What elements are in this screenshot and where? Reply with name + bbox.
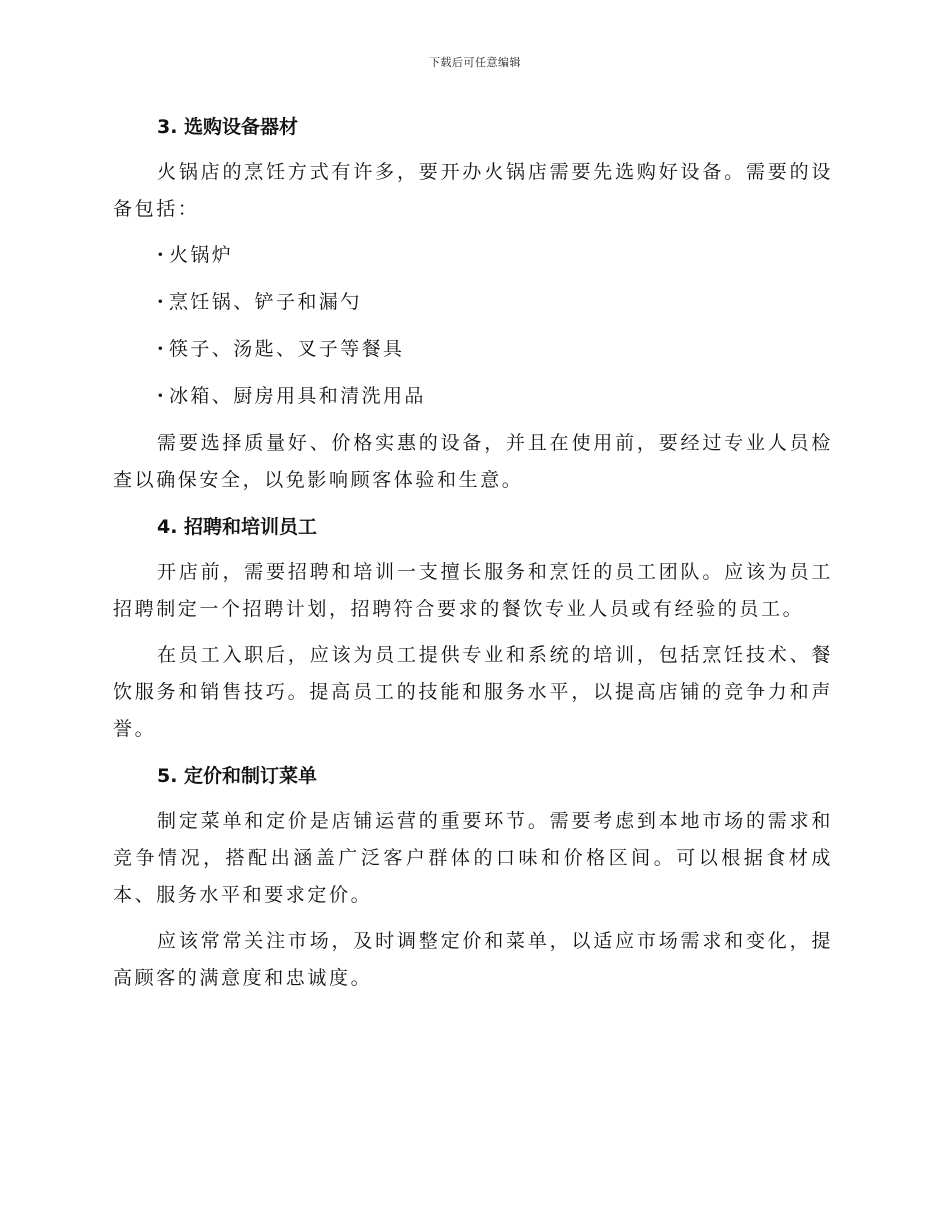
list-item-text: 烹饪锅、铲子和漏勺 <box>169 291 362 313</box>
section-5-paragraph-1: 制定菜单和定价是店铺运营的重要环节。需要考虑到本地市场的需求和竞争情况，搭配出涵盖广泛客户群体的口味和价格区间。可以根据食材成本、服务水平和要求定价。 <box>113 810 833 906</box>
bullet-icon: · <box>157 338 167 360</box>
section-heading-4: 4. 招聘和培训员工 <box>157 516 318 538</box>
list-item <box>157 284 833 321</box>
section-heading-3: 3. 选购设备器材 <box>157 116 299 138</box>
list-item <box>157 331 833 368</box>
bullet-icon: · <box>157 291 167 313</box>
section-5-paragraph-2: 应该常常关注市场，及时调整定价和菜单，以适应市场需求和变化，提高顾客的满意度和忠诚度。 <box>113 930 833 989</box>
bullet-icon: · <box>157 385 167 407</box>
list-item-text: 筷子、汤匙、叉子等餐具 <box>169 338 405 360</box>
page-header: 下载后可任意编辑 <box>429 56 521 69</box>
section-3-outro: 需要选择质量好、价格实惠的设备，并且在使用前，要经过专业人员检查以确保安全，以免影响顾客体验和生意。 <box>113 432 833 491</box>
section-4-paragraph-1: 开店前，需要招聘和培训一支擅长服务和烹饪的员工团队。应该为员工招聘制定一个招聘计划，招聘符合要求的餐饮专业人员或有经验的员工。 <box>113 561 833 620</box>
list-item <box>157 378 833 415</box>
list-item-text: 火锅炉 <box>169 244 234 266</box>
section-heading-5: 5. 定价和制订菜单 <box>157 765 318 787</box>
document-body <box>113 112 833 1006</box>
list-item <box>157 237 833 274</box>
bullet-icon: · <box>157 244 167 266</box>
list-item-text: 冰箱、厨房用具和清洗用品 <box>169 385 426 407</box>
section-3-intro: 火锅店的烹饪方式有许多，要开办火锅店需要先选购好设备。需要的设备包括： <box>113 161 833 220</box>
section-4-paragraph-2: 在员工入职后，应该为员工提供专业和系统的培训，包括烹饪技术、餐饮服务和销售技巧。提高员工的技能和服务水平，以提高店铺的竞争力和声誉。 <box>113 644 833 740</box>
